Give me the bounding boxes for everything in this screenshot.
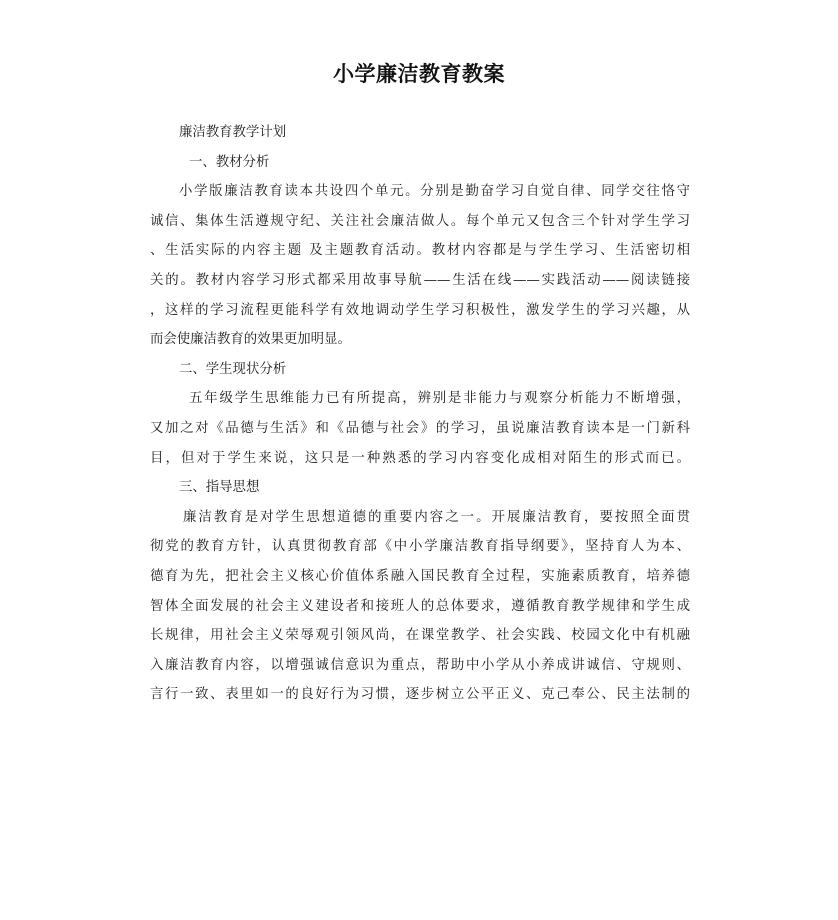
paragraph-line: 五年级学生思维能力已有所提高，辨别是非能力与观察分析能力不断增强，: [189, 391, 690, 407]
paragraph-line: 诚信、集体生活遵规守纪、关注社会廉洁做人。每个单元又包含三个针对学生学习: [150, 213, 690, 229]
document-body: [150, 118, 690, 710]
paragraph-line: 关的。教材内容学习形式都采用故事导航——生活在线——实践活动——阅读链接: [150, 272, 690, 288]
paragraph-line: 智体全面发展的社会主义建设者和接班人的总体要求，遵循教育教学规律和学生成: [150, 598, 690, 614]
section-heading-guiding-thought: 三、指导思想: [179, 480, 260, 496]
paragraph-line: 又加之对《品德与生活》和《品德与社会》的学习，虽说廉洁教育读本是一门新科: [150, 420, 690, 436]
paragraph-line: 廉洁教育是对学生思想道德的重要内容之一。开展廉洁教育，要按照全面贯: [183, 509, 690, 525]
paragraph-line: 德育为先，把社会主义核心价值体系融入国民教育全过程，实施素质教育，培养德: [150, 568, 690, 584]
paragraph-line: 、生活实际的内容主题 及主题教育活动。教材内容都是与学生学习、生活密切相: [150, 243, 690, 259]
paragraph-line: 小学版廉洁教育读本共设四个单元。分别是勤奋学习自觉自律、同学交往恪守: [179, 184, 690, 200]
section-heading-student-analysis: 二、学生现状分析: [179, 361, 287, 377]
paragraph-line: 入廉洁教育内容，以增强诚信意识为重点，帮助中小学从小养成讲诚信、守规则、: [150, 657, 690, 673]
paragraph-line: 而会使廉洁教育的效果更加明显。: [150, 332, 351, 348]
paragraph-line: 彻党的教育方针，认真贯彻教育部《中小学廉洁教育指导纲要》，坚持育人为本、: [150, 539, 690, 555]
paragraph-line: 言行一致、表里如一的良好行为习惯，逐步树立公平正义、克己奉公、民主法制的: [150, 687, 690, 703]
plan-heading: 廉洁教育教学计划: [179, 125, 287, 140]
section-heading-textbook-analysis: 一、教材分析: [189, 154, 270, 170]
document-title: 小学廉洁教育教案: [333, 62, 505, 86]
paragraph-line: 长规律，用社会主义荣辱观引领风尚，在课堂教学、社会实践、校园文化中有机融: [150, 628, 690, 644]
paragraph-line: 目，但对于学生来说，这只是一种熟悉的学习内容变化成相对陌生的形式而已。: [150, 450, 690, 466]
paragraph-line: ，这样的学习流程更能科学有效地调动学生学习积极性，激发学生的学习兴趣，从: [150, 302, 690, 318]
